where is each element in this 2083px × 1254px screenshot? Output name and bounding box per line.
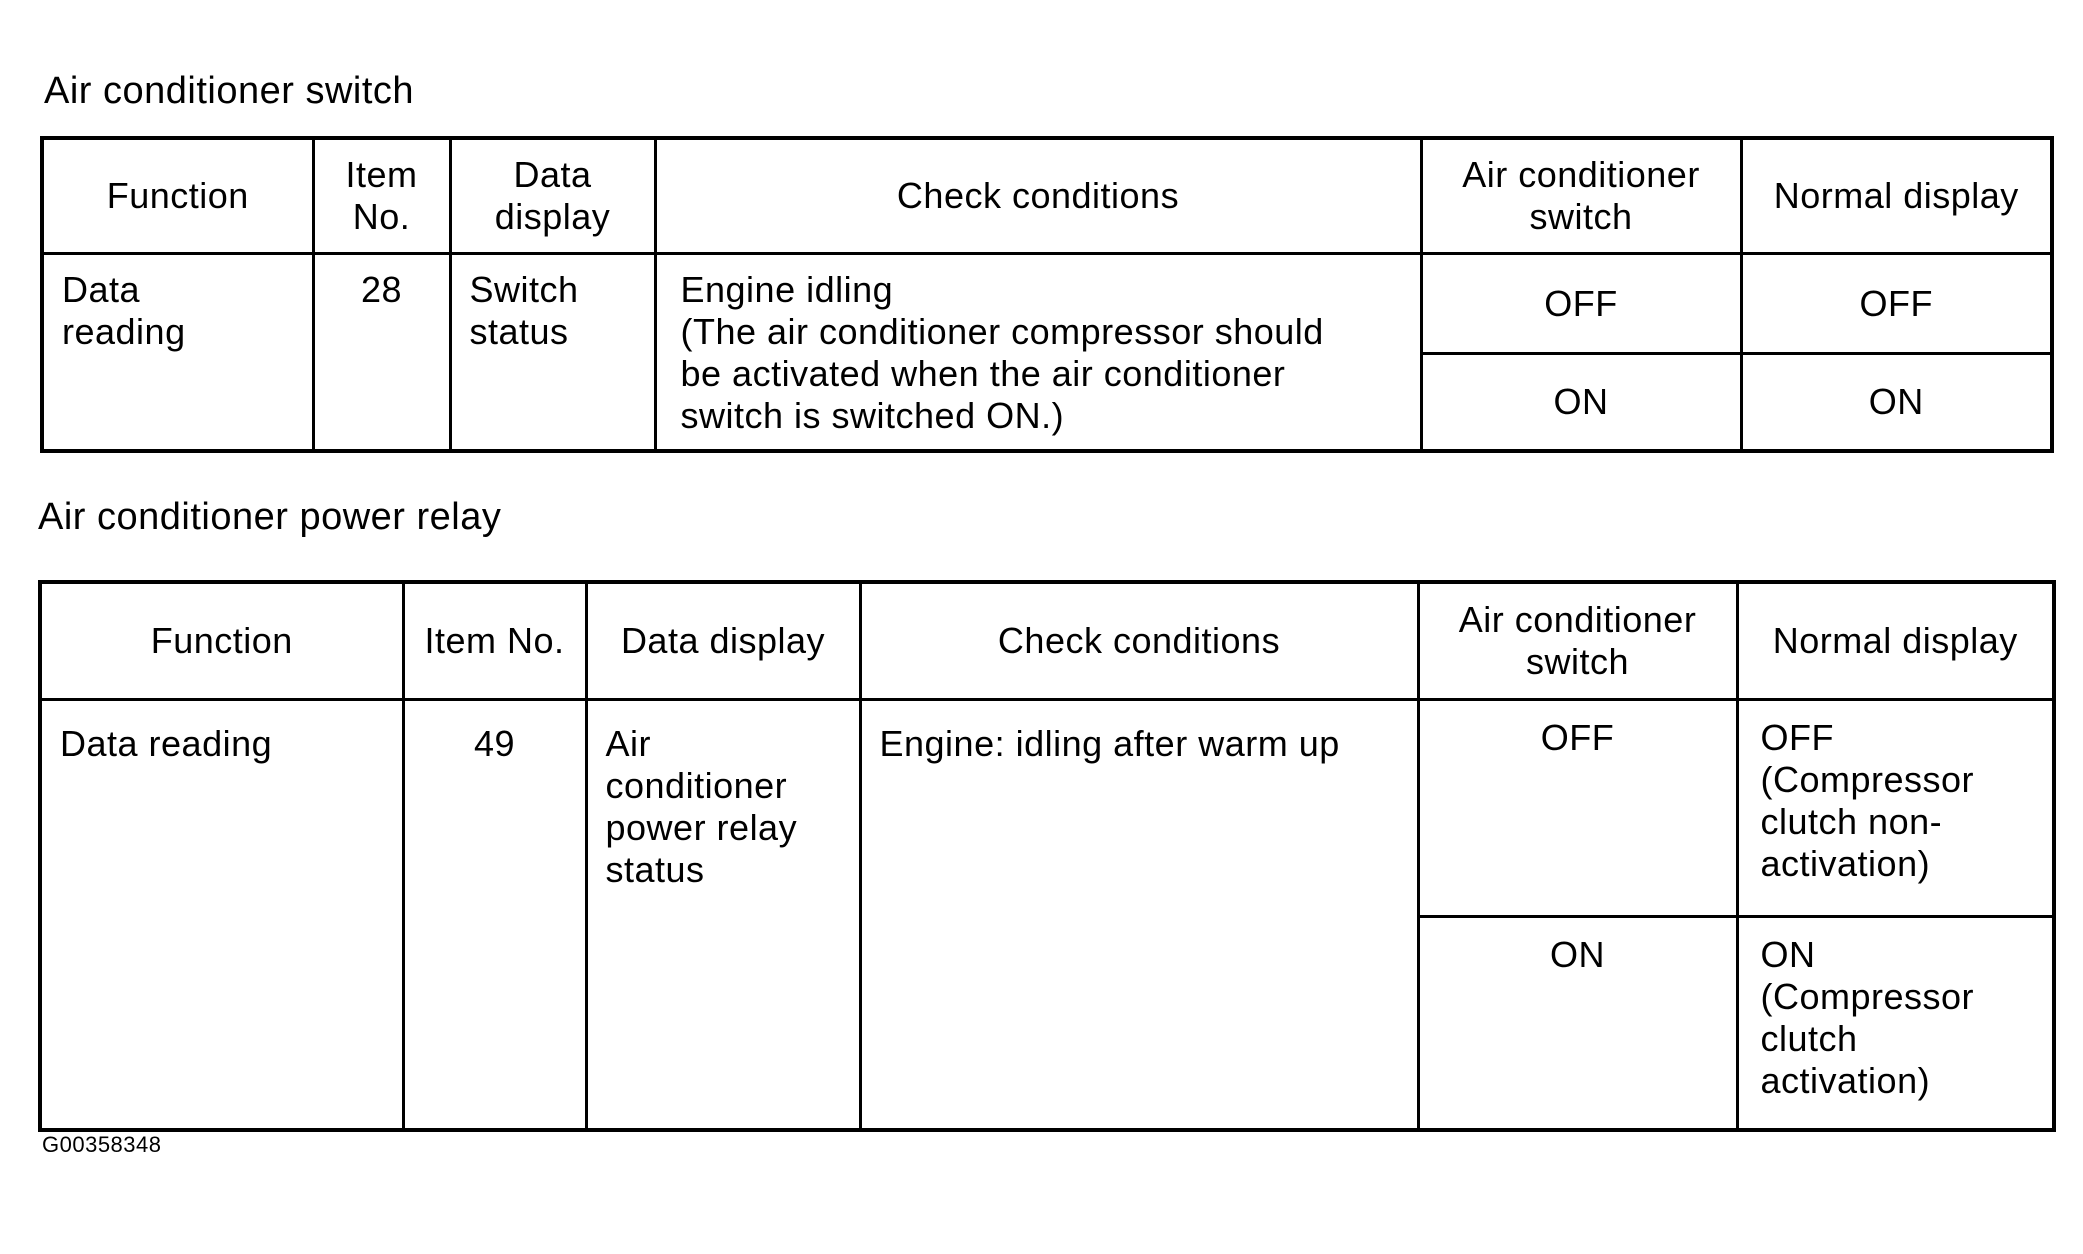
cell-data-display <box>450 254 655 452</box>
normal-on-line1: ON <box>1760 934 1816 975</box>
normal-on-line2: (Compressor <box>1760 976 1975 1017</box>
check-line3: be activated when the air conditioner <box>680 353 1286 394</box>
cell-function <box>42 254 313 452</box>
figure-code: G00358348 <box>42 1132 162 1157</box>
header-ac-switch-line2: switch <box>1525 641 1630 682</box>
cell-item-no: 49 <box>403 700 586 1131</box>
header-data-display-line1: Data <box>513 154 592 195</box>
data-display-line3: power relay <box>605 807 798 848</box>
header-item-no-line2: No. <box>352 196 411 237</box>
normal-off-line1: OFF <box>1760 717 1834 758</box>
data-display-line4: status <box>605 849 705 890</box>
normal-off-line4: activation) <box>1760 843 1931 884</box>
ac-power-relay-table <box>38 580 2056 1132</box>
normal-off-line3: clutch non- <box>1760 801 1943 842</box>
cell-switch-on: ON <box>1421 354 1741 452</box>
cell-switch-on: ON <box>1418 917 1737 1131</box>
table-header-row <box>42 138 2052 254</box>
header-ac-switch-line1: Air conditioner <box>1462 154 1700 195</box>
cell-function: Data reading <box>40 700 403 1131</box>
function-line1: Data <box>62 269 141 310</box>
header-item-no-line1: Item <box>345 154 418 195</box>
cell-data-display <box>586 700 860 1131</box>
header-data-display <box>450 138 655 254</box>
header-normal-display: Normal display <box>1737 582 2054 700</box>
header-function: Function <box>40 582 403 700</box>
function-line2: reading <box>62 311 186 352</box>
data-display-line1: Air <box>605 723 651 764</box>
cell-normal-on <box>1737 917 2054 1131</box>
check-line2: (The air conditioner compressor should <box>680 311 1324 352</box>
normal-on-line3: clutch <box>1760 1018 1858 1059</box>
header-ac-switch-line2: switch <box>1529 196 1633 237</box>
normal-off-line2: (Compressor <box>1760 759 1975 800</box>
header-check-conditions: Check conditions <box>860 582 1418 700</box>
header-item-no <box>313 138 450 254</box>
cell-item-no: 28 <box>313 254 450 452</box>
header-item-no: Item No. <box>403 582 586 700</box>
normal-on-line4: activation) <box>1760 1060 1931 1101</box>
header-ac-switch <box>1418 582 1737 700</box>
table-row <box>42 254 2052 354</box>
section-title-ac-switch: Air conditioner switch <box>44 70 415 112</box>
ac-switch-table <box>40 136 2054 453</box>
header-data-display: Data display <box>586 582 860 700</box>
data-display-line2: status <box>469 311 569 352</box>
data-display-line2: conditioner <box>605 765 788 806</box>
header-function: Function <box>42 138 313 254</box>
check-line1: Engine idling <box>680 269 894 310</box>
header-ac-switch-line1: Air conditioner <box>1458 599 1697 640</box>
table-header-row <box>40 582 2054 700</box>
data-display-line1: Switch <box>469 269 579 310</box>
cell-check-conditions <box>655 254 1421 452</box>
cell-normal-on: ON <box>1741 354 2052 452</box>
check-line4: switch is switched ON.) <box>680 395 1065 436</box>
cell-check-conditions: Engine: idling after warm up <box>860 700 1418 1131</box>
header-data-display-line2: display <box>494 196 611 237</box>
cell-normal-off: OFF <box>1741 254 2052 354</box>
header-check-conditions: Check conditions <box>655 138 1421 254</box>
header-normal-display: Normal display <box>1741 138 2052 254</box>
cell-normal-off <box>1737 700 2054 917</box>
cell-switch-off: OFF <box>1418 700 1737 917</box>
header-ac-switch <box>1421 138 1741 254</box>
cell-switch-off: OFF <box>1421 254 1741 354</box>
section-title-ac-power-relay: Air conditioner power relay <box>38 496 502 538</box>
table-row <box>40 700 2054 917</box>
